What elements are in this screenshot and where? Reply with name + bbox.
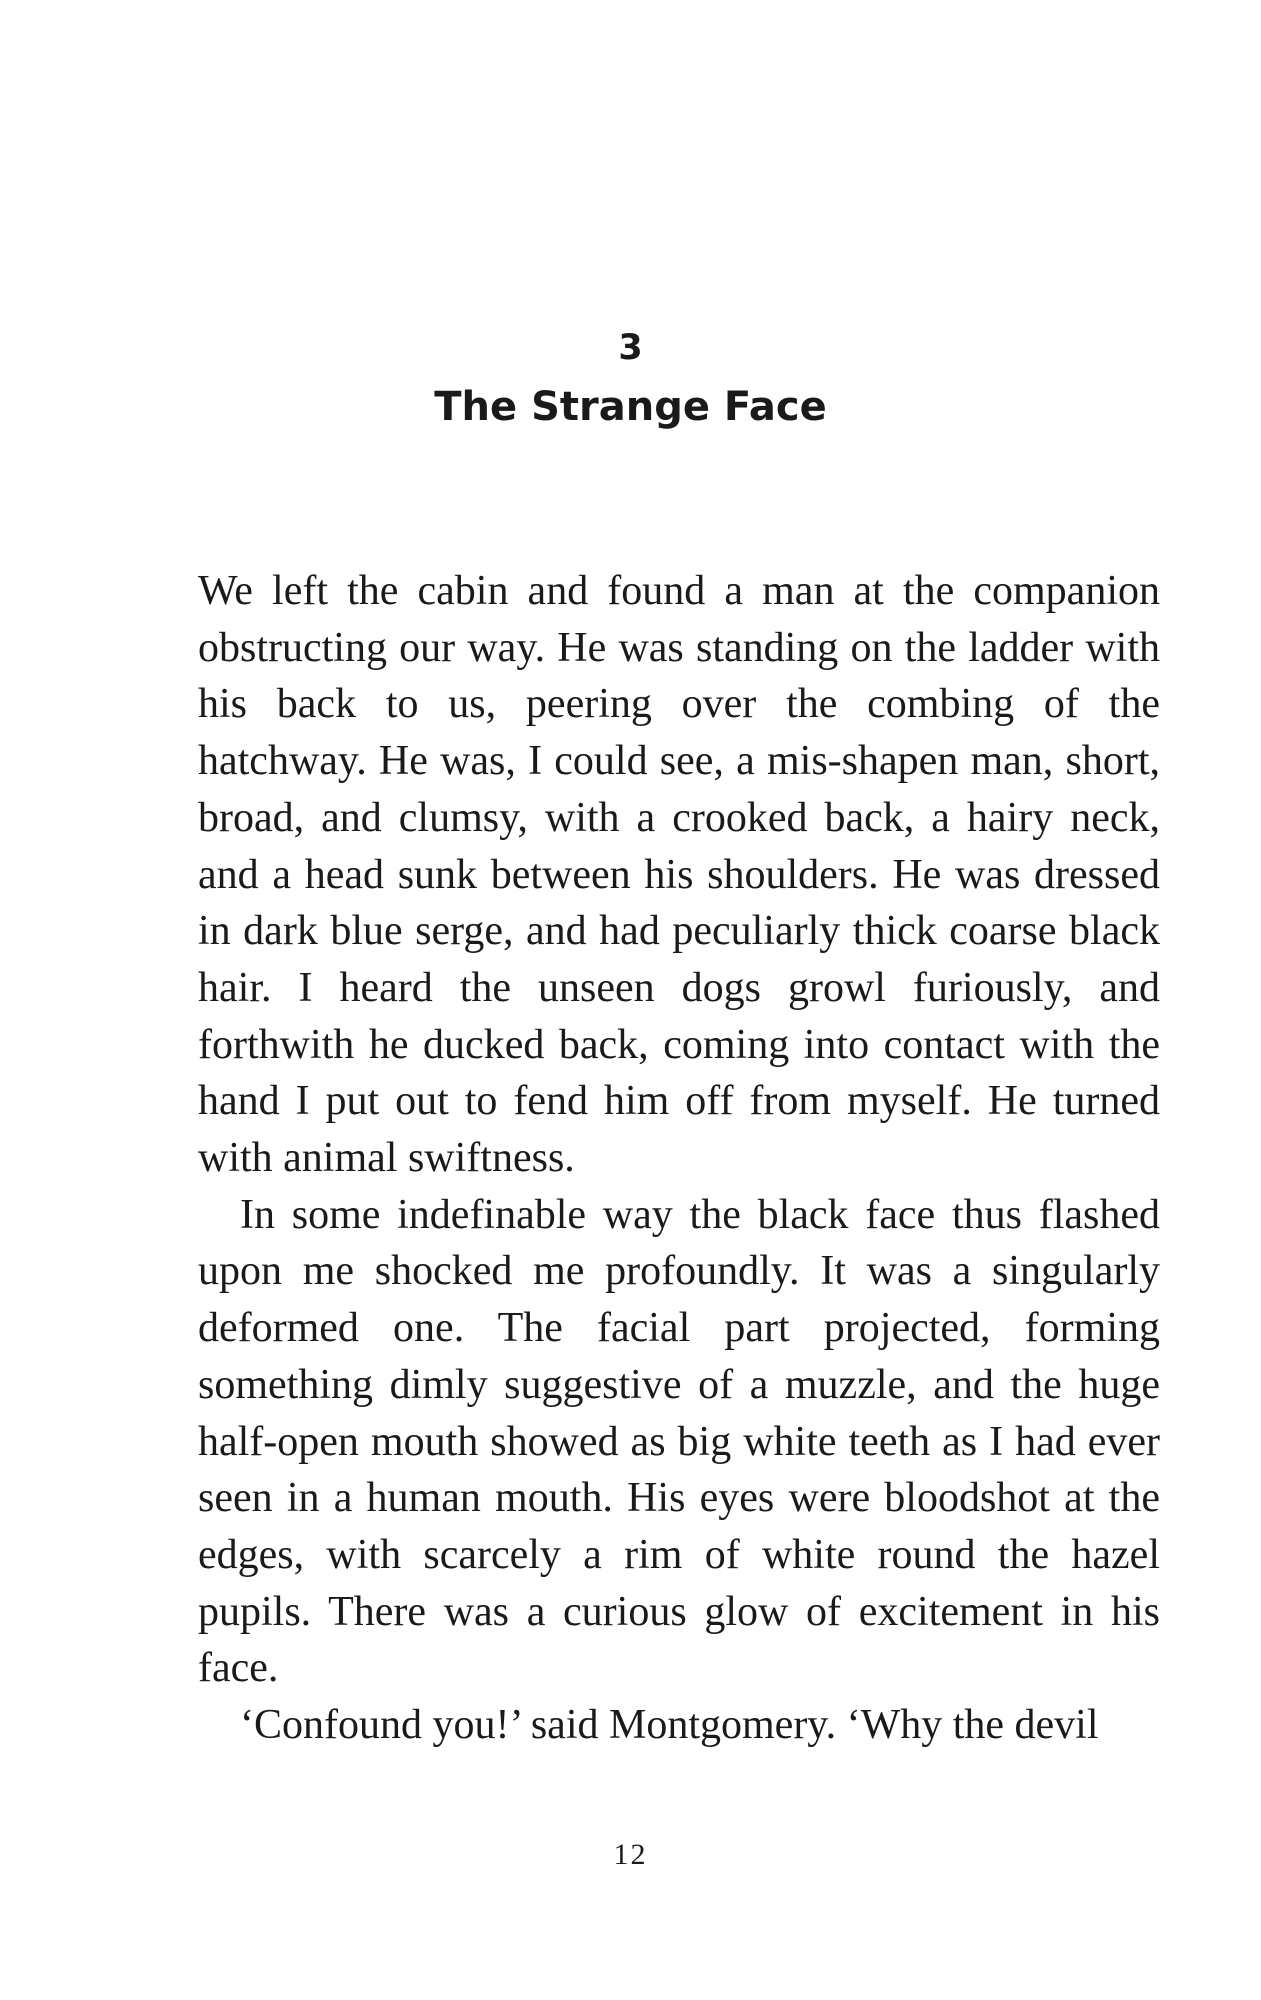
page-number: 12 [613,1838,648,1871]
chapter-number: 3 [618,328,643,368]
paragraph: In some indefinable way the black face thus flashed upon me shocked me profoundly. It was a singularly deformed one. The facial part projected, forming something dimly suggestive of a muzzle, and the huge half-open mouth showed as big white teeth as I had ever seen in a human mouth. His eyes were bloodshot at the edges, with scarcely a rim of white round the hazel pupils. There was a curious glow of excitement in his face. [198,1191,1160,1692]
paragraph: ‘Confound you!’ said Montgomery. ‘Why the devil [240,1702,1099,1749]
body-text [198,563,1160,1754]
chapter-title: The Strange Face [434,384,827,430]
paragraph: We left the cabin and found a man at the companion obstructing our way. He was standing on the ladder with his back to us, peering over the combing of the hatchway. He was, I could see, a mis-shapen man, short, broad, and clumsy, with a crooked back, a hairy neck, and a head sunk between his shoulders. He was dressed in dark blue serge, and had peculiarly thick coarse black hair. I heard the unseen dogs growl furiously, and forthwith he ducked back, coming into contact with the hand I put out to fend him off from myself. He turned with animal swiftness. [198,568,1160,1182]
